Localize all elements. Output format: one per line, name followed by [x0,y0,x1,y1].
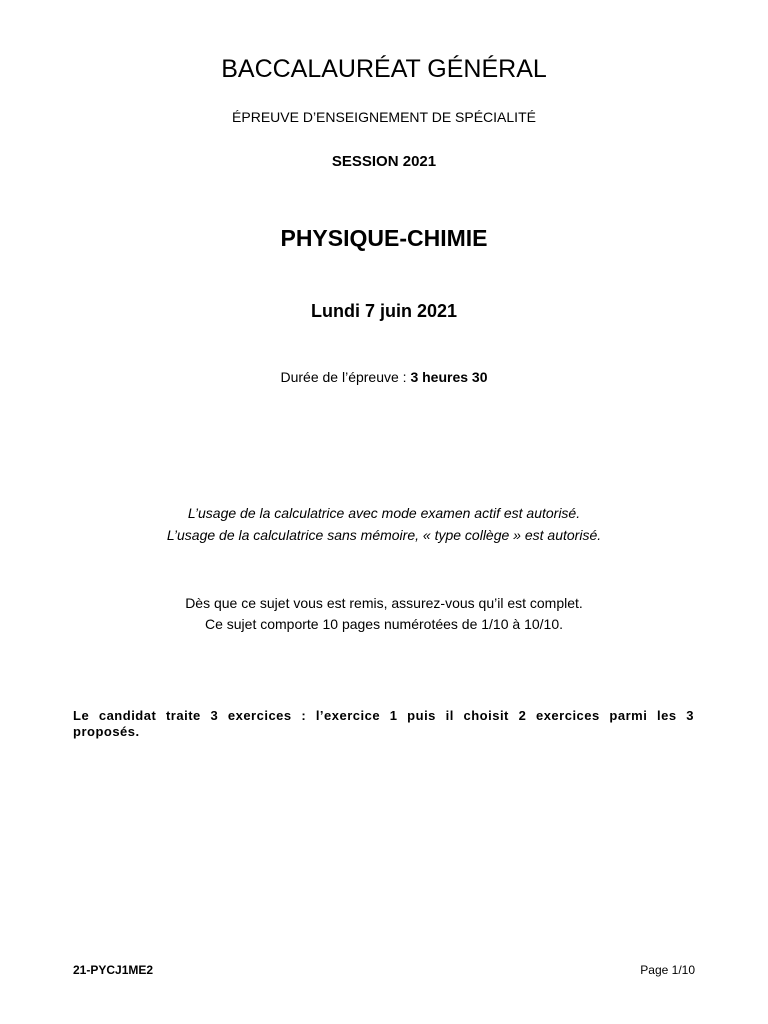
exam-title: BACCALAURÉAT GÉNÉRAL [221,55,547,83]
completeness-note-1: Dès que ce sujet vous est remis, assurez-vous qu’il est complet. [185,595,583,611]
subject-code: 21-PYCJ1ME2 [73,963,154,977]
exam-subtitle: ÉPREUVE D’ENSEIGNEMENT DE SPÉCIALITÉ [232,109,536,125]
duration-line [0,369,768,386]
duration-label: Durée de l’épreuve : [280,369,411,385]
calculator-rule-1: L’usage de la calculatrice avec mode examen actif est autorisé. [187,505,581,521]
candidate-instructions: Le candidat traite 3 exercices : l’exercice 1 puis il choisit 2 exercices parmi les 3 proposés. [73,708,694,739]
duration-value: 3 heures 30 [410,369,488,385]
subject-title: PHYSIQUE-CHIMIE [280,225,488,251]
calculator-rule-2: L’usage de la calculatrice sans mémoire, « type collège » est autorisé. [166,527,602,543]
exam-date: Lundi 7 juin 2021 [310,301,458,321]
page-number: Page 1/10 [640,963,695,977]
completeness-note-2: Ce sujet comporte 10 pages numérotées de 1/10 à 10/10. [204,616,563,632]
session-label: SESSION 2021 [331,153,437,170]
